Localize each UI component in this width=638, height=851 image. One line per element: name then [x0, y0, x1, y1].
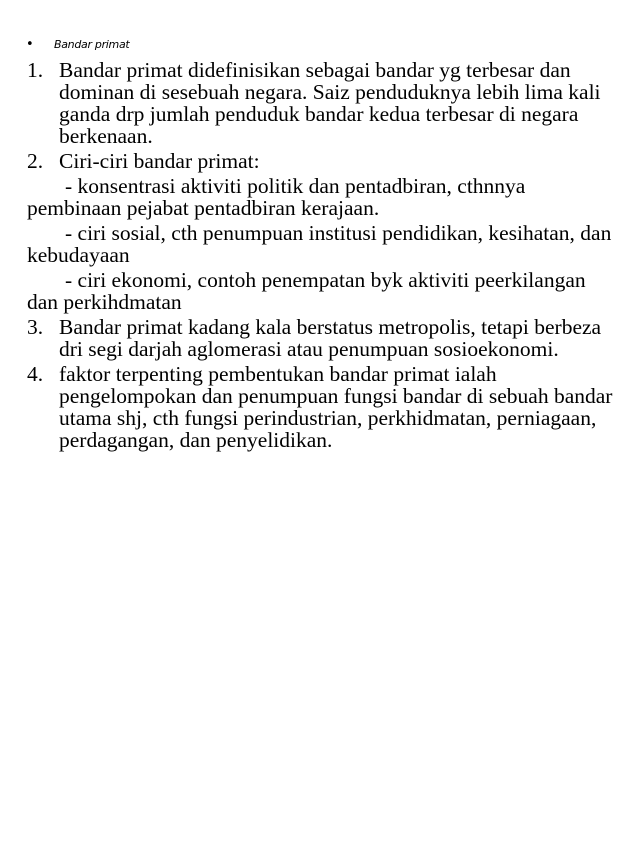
list-text: Bandar primat didefinisikan sebagai bandar yg terbesar dan dominan di sesebuah negara. Saiz penduduknya lebih lima kali ganda drp jumlah penduduk bandar kedua terbesar di negara berkenaan. — [59, 58, 601, 148]
list-number: 3. — [27, 315, 44, 339]
subpoint-sosial: - ciri sosial, cth penumpuan institusi pendidikan, kesihatan, dan kebudayaan — [27, 221, 612, 267]
list-text: Ciri-ciri bandar primat: — [59, 149, 260, 173]
bullet-heading-line — [26, 36, 129, 53]
list-number: 4. — [27, 362, 44, 386]
list-number: 1. — [27, 58, 44, 82]
slide-heading: Bandar primat — [54, 38, 130, 51]
list-item-4 — [27, 363, 622, 451]
list-number: 2. — [27, 149, 44, 173]
subpoint-politik: - konsentrasi aktiviti politik dan pentadbiran, cthnnya pembinaan pejabat pentadbiran kerajaan. — [27, 174, 526, 220]
bullet-symbol: • — [26, 37, 34, 52]
subpoint-ekonomi: - ciri ekonomi, contoh penempatan byk aktiviti peerkilangan dan perkihdmatan — [27, 268, 586, 314]
numbered-list — [27, 59, 622, 454]
list-item-1 — [27, 59, 622, 147]
list-item-2 — [27, 150, 622, 172]
list-item-3 — [27, 316, 622, 360]
list-text: Bandar primat kadang kala berstatus metropolis, tetapi berbeza dri segi darjah aglomerasi atau penumpuan sosioekonomi. — [59, 315, 602, 361]
list-text: faktor terpenting pembentukan bandar primat ialah pengelompokan dan penumpuan fungsi bandar di sebuah bandar utama shj, cth fungsi perindustrian, perkhidmatan, perniagaan, perdagangan, dan penyelidikan. — [59, 362, 613, 452]
